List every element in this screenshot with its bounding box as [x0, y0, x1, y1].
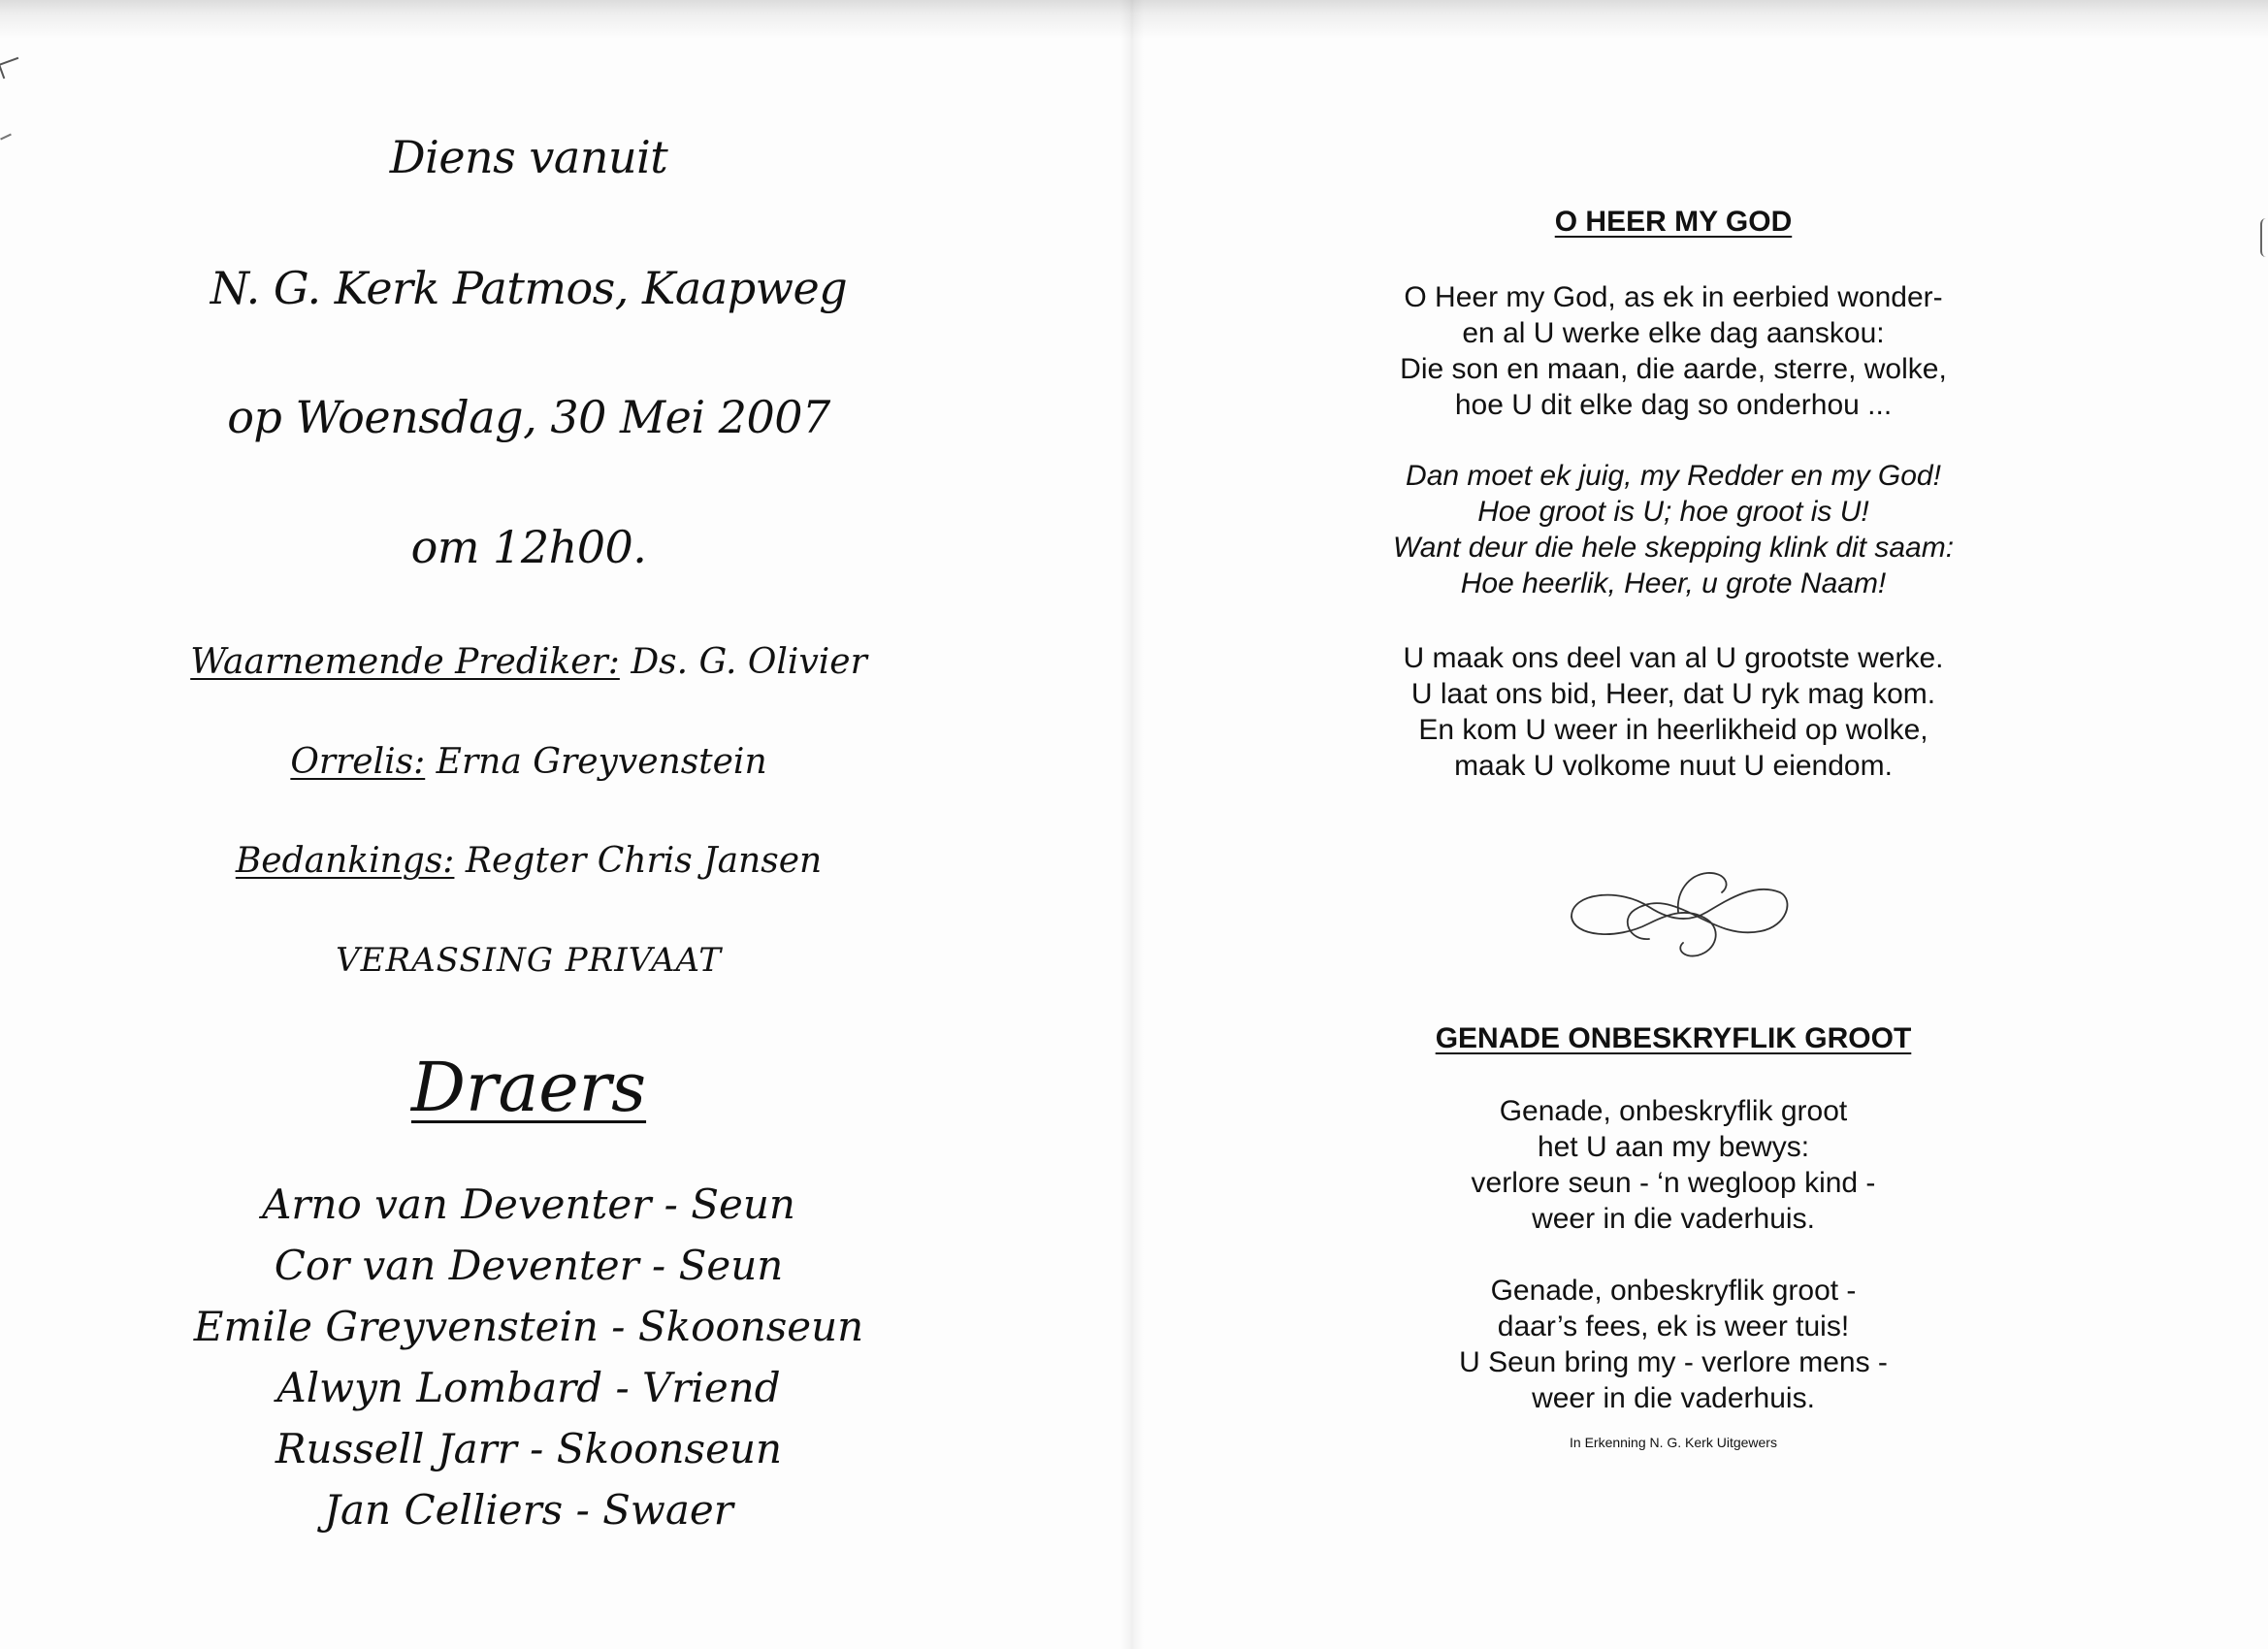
verse-line: U maak ons deel van al U grootste werke. [1403, 642, 1944, 674]
verse-line: Die son en maan, die aarde, sterre, wolke, [1400, 353, 1947, 385]
verse-line: weer in die vaderhuis. [1532, 1382, 1815, 1414]
hymn1-verse1 [1145, 279, 2202, 423]
thanks-line [0, 841, 1057, 881]
bearer-item: Russell Jarr - Skoonseun [275, 1425, 783, 1472]
organist-line [0, 742, 1057, 782]
verse-line: Dan moet ek juig, my Redder en my God! [1406, 460, 1941, 492]
bearer-item: Emile Greyvenstein - Skoonseun [193, 1303, 864, 1350]
verse-line: En kom U weer in heerlikheid op wolke, [1418, 714, 1928, 746]
verse-line: Genade, onbeskryflik groot - [1490, 1275, 1857, 1307]
officiant-label: Waarnemende Prediker: [190, 642, 620, 682]
publisher-credit: In Erkenning N. G. Kerk Uitgewers [1570, 1435, 1777, 1450]
bearer-item: Jan Celliers - Swaer [324, 1486, 733, 1534]
verse-line: O Heer my God, as ek in eerbied wonder- [1404, 281, 1943, 313]
hymn1-title: O HEER MY GOD [1554, 206, 1793, 238]
verse-line: weer in die vaderhuis. [1532, 1203, 1815, 1235]
cremation-note: VERASSING PRIVAAT [336, 941, 722, 980]
hymn2-title: GENADE ONBESKRYFLIK GROOT [1435, 1022, 1912, 1054]
verse-line: Want deur die hele skepping klink dit saam: [1392, 532, 1955, 564]
hymn1-chorus [1145, 458, 2202, 601]
bearer-item: Cor van Deventer - Seun [274, 1242, 784, 1289]
service-time: om 12h00. [410, 521, 647, 573]
verse-line: Hoe groot is U; hoe groot is U! [1477, 496, 1869, 528]
organist-name: Erna Greyvenstein [436, 742, 767, 782]
hymn2-verse1 [1145, 1093, 2202, 1237]
hymn1-verse2 [1145, 640, 2202, 784]
right-page [1145, 0, 2268, 1649]
verse-line: Genade, onbeskryflik groot [1499, 1095, 1848, 1127]
verse-line: U laat ons bid, Heer, dat U ryk mag kom. [1410, 678, 1936, 710]
bearer-item: Alwyn Lombard - Vriend [276, 1364, 781, 1411]
flourish-divider-icon [1562, 863, 1795, 970]
organist-label: Orrelis: [290, 742, 426, 782]
hymn2-verse2 [1145, 1273, 2202, 1416]
thanks-name: Regter Chris Jansen [465, 841, 823, 881]
verse-line: Hoe heerlik, Heer, u grote Naam! [1460, 567, 1887, 599]
verse-line: hoe U dit elke dag so onderhou ... [1454, 389, 1893, 421]
verse-line: U Seun bring my - verlore mens - [1459, 1346, 1888, 1378]
service-date: op Woensdag, 30 Mei 2007 [227, 391, 830, 443]
bearers-heading: Draers [410, 1048, 647, 1127]
officiant-line [0, 642, 1057, 682]
officiant-name: Ds. G. Olivier [631, 642, 867, 682]
thanks-label: Bedankings: [235, 841, 455, 881]
verse-line: het U aan my bewys: [1537, 1131, 1810, 1163]
verse-line: maak U volkome nuut U eiendom. [1454, 750, 1893, 782]
verse-line: en al U werke elke dag aanskou: [1462, 317, 1885, 349]
left-page [0, 0, 1125, 1649]
service-intro: Diens vanuit [389, 131, 668, 183]
church-name: N. G. Kerk Patmos, Kaapweg [210, 262, 848, 314]
bearers-list [0, 1174, 1057, 1540]
verse-line: daar’s fees, ek is weer tuis! [1497, 1310, 1850, 1342]
bearer-item: Arno van Deventer - Seun [262, 1180, 795, 1228]
verse-line: verlore seun - ‘n wegloop kind - [1471, 1167, 1876, 1199]
